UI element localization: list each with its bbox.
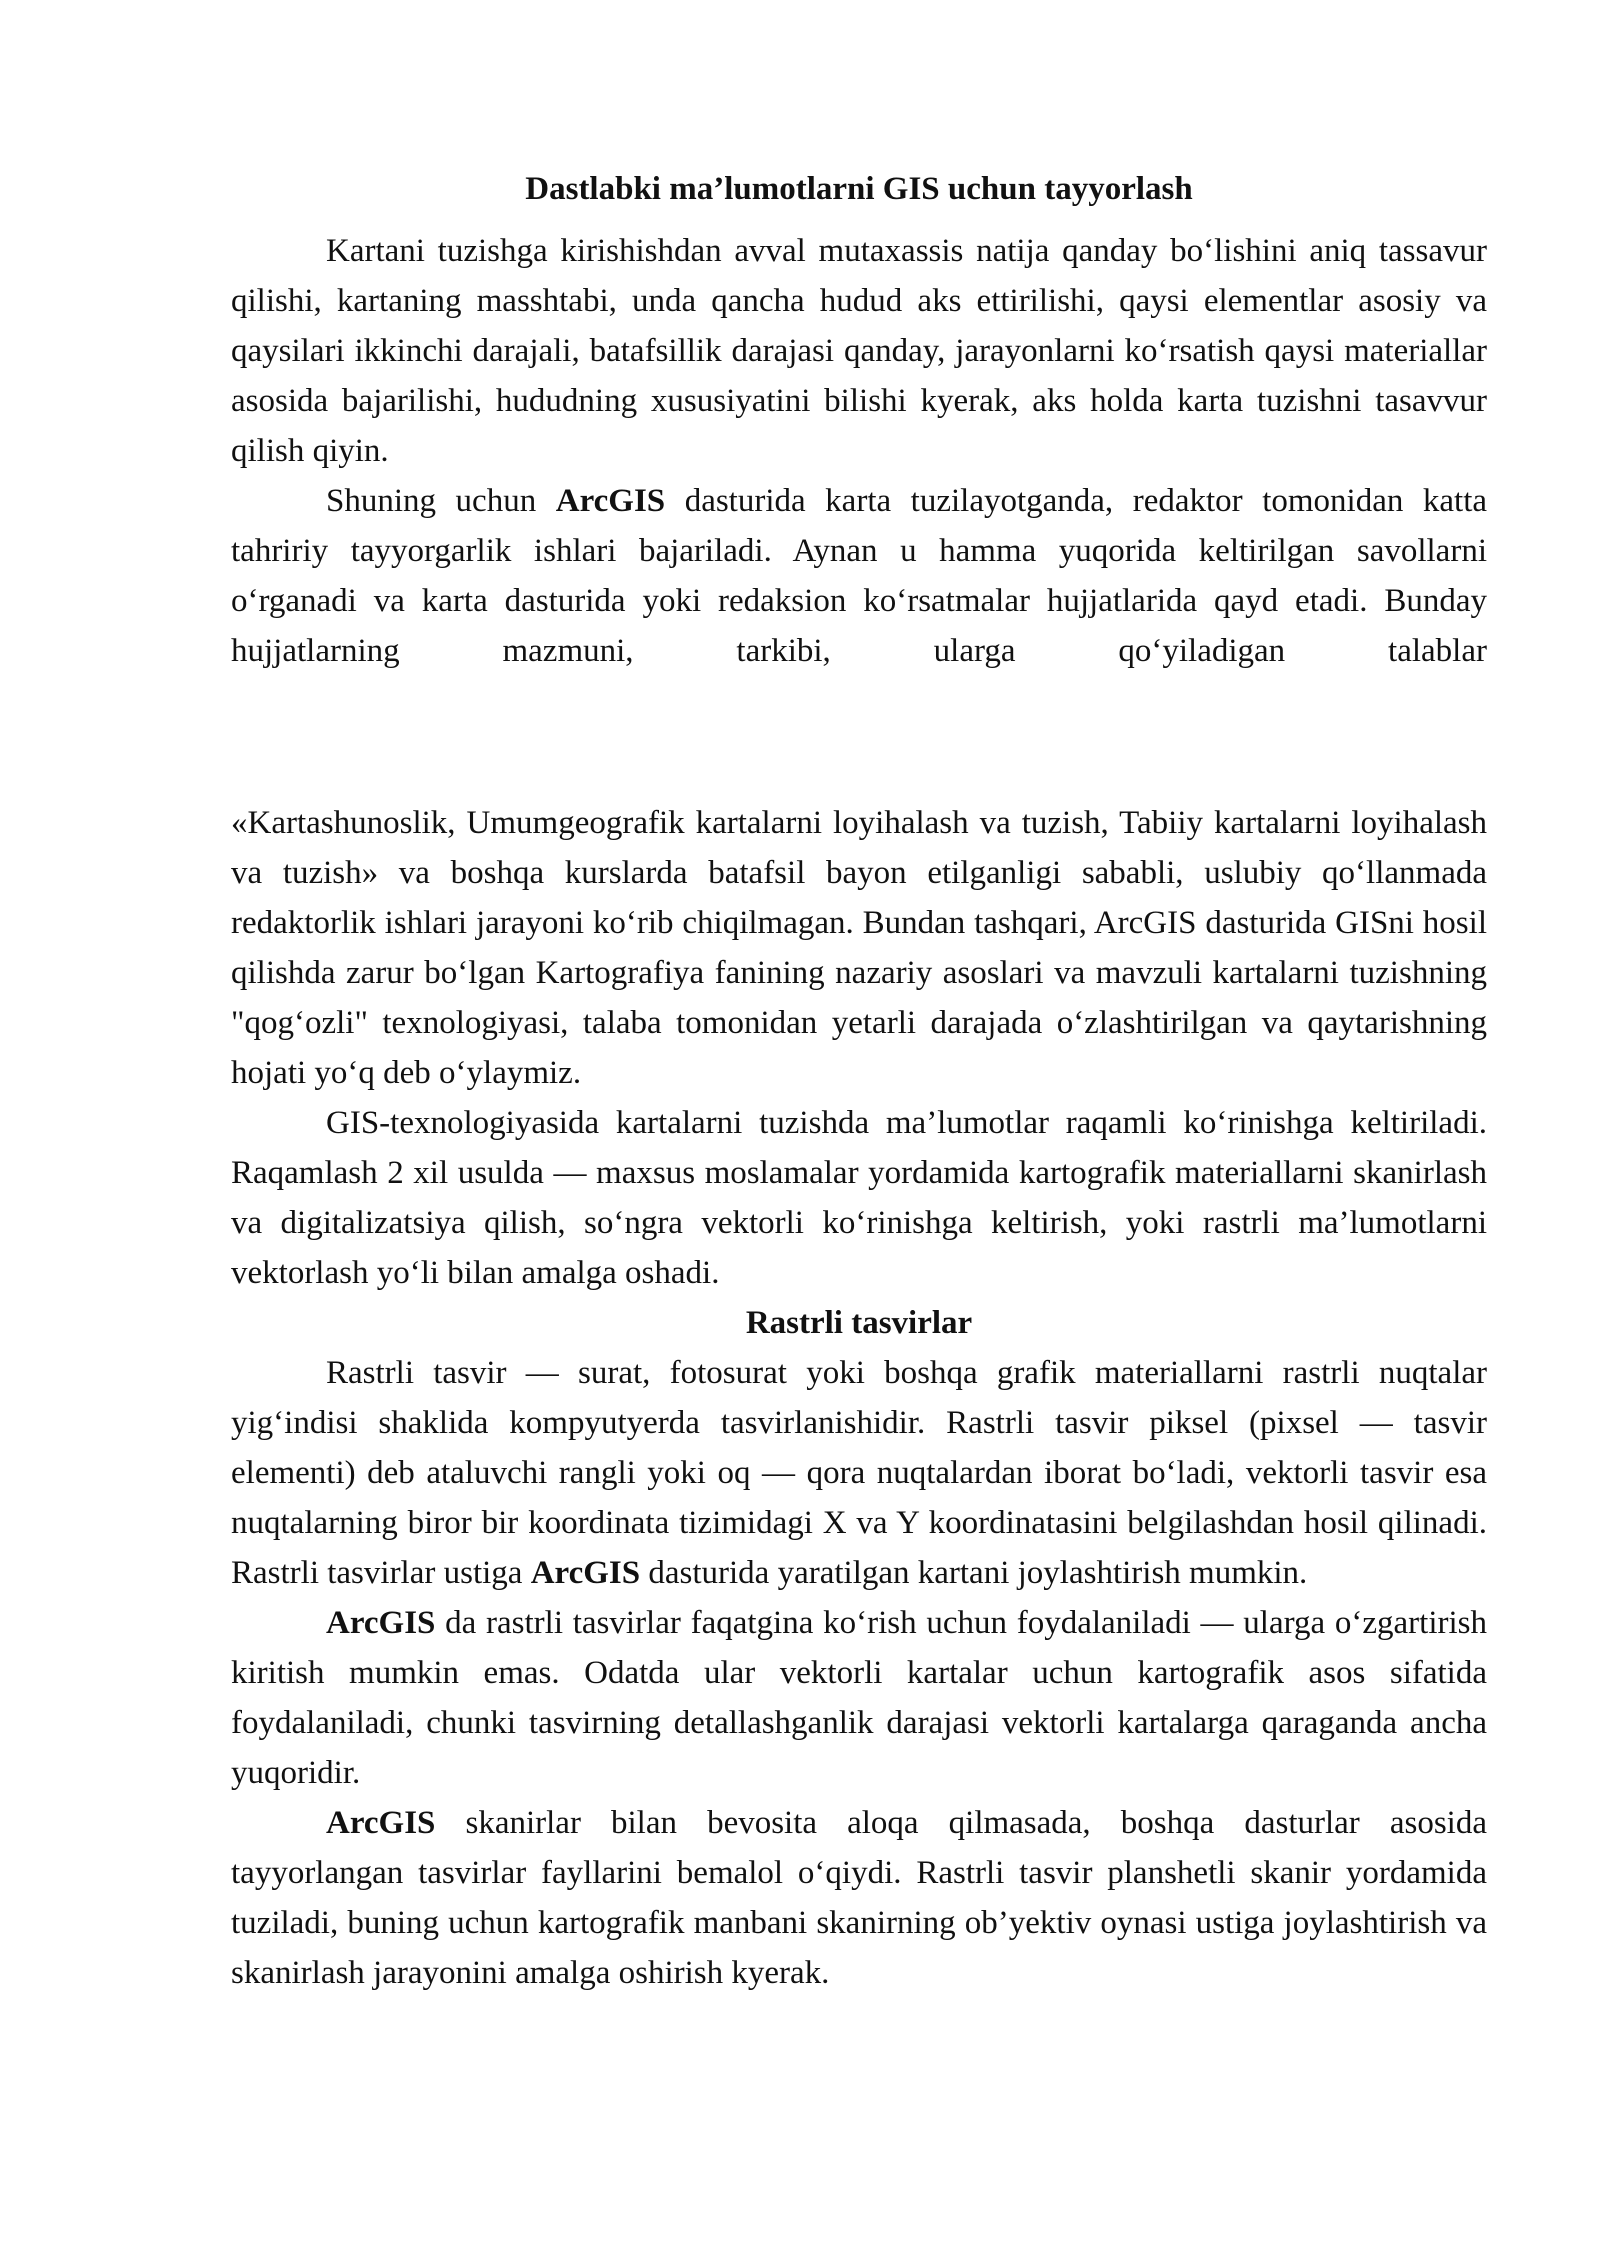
paragraph-6-text: da rastrli tasvirlar faqatgina ko‘rish uchun foydalaniladi — ularga o‘zgartirish kiritish mumkin emas. Odatda ular vektorli kartalar uchun kartografik asos sifatida foydalaniladi, chunki tasvirning detallashganlik darajasi vektorli kartalarga qaraganda ancha yuqoridir. bbox=[231, 1605, 1487, 1791]
paragraph-2 bbox=[231, 476, 1487, 726]
paragraph-5 bbox=[231, 1348, 1487, 1598]
arcgis-term: ArcGIS bbox=[326, 1605, 436, 1641]
page-break-gap bbox=[231, 726, 1487, 798]
paragraph-7 bbox=[231, 1798, 1487, 1998]
arcgis-term: ArcGIS bbox=[555, 483, 666, 519]
paragraph-6 bbox=[231, 1598, 1487, 1798]
paragraph-7-text: skanirlar bilan bevosita aloqa qilmasada, boshqa dasturlar asosida tayyorlangan tasvirlar fayllarini bemalol o‘qiydi. Rastrli tasvir planshetli skanir yordamida tuziladi, buning uchun kartografik manbani skanirning ob’yektiv oynasi ustiga joylashtirish va skanirlash jarayonini amalga oshirish kyerak. bbox=[231, 1805, 1487, 1991]
arcgis-term: ArcGIS bbox=[530, 1555, 641, 1591]
paragraph-5-text-end: dasturida yaratilgan kartani joylashtirish mumkin. bbox=[640, 1555, 1308, 1591]
paragraph-2-text-start: Shuning uchun bbox=[326, 483, 556, 519]
section-heading: Rastrli tasvirlar bbox=[745, 1305, 973, 1341]
document-title: Dastlabki ma’lumotlarni GIS uchun tayyorlash bbox=[525, 171, 1193, 207]
paragraph-4: GIS-texnologiyasida kartalarni tuzishda ma’lumotlar raqamli ko‘rinishga keltiriladi. Raqamlash 2 xil usulda — maxsus moslamalar yordamida kartografik materiallarni skanirlash va digitalizatsiya qilish, so‘ngra vektorli ko‘rinishga keltirish, yoki rastrli ma’lumotlarni vektorlash yo‘li bilan amalga oshadi. bbox=[231, 1105, 1487, 1291]
arcgis-term: ArcGIS bbox=[326, 1805, 436, 1841]
paragraph-1: Kartani tuzishga kirishishdan avval mutaxassis natija qanday bo‘lishini aniq tassavur qilishi, kartaning masshtabi, unda qancha hudud aks ettirilishi, qaysi elementlar asosiy va qaysilari ikkinchi darajali, batafsillik darajasi qanday, jarayonlarni ko‘rsatish qaysi materiallar asosida bajarilishi, hududning xususiyatini bilishi kyerak, aks holda karta tuzishni tasavvur qilish qiyin. bbox=[231, 233, 1487, 469]
paragraph-3: «Kartashunoslik, Umumgeografik kartalarni loyihalash va tuzish, Tabiiy kartalarni loyihalash va tuzish» va boshqa kurslarda batafsil bayon etilganligi sababli, uslubiy qo‘llanmada redaktorlik ishlari jarayoni ko‘rib chiqilmagan. Bundan tashqari, ArcGIS dasturida GISni hosil qilishda zarur bo‘lgan Kartografiya fanining nazariy asoslari va mavzuli kartalarni tuzishning "qog‘ozli" texnologiyasi, talaba tomonidan yetarli darajada o‘zlashtirilgan va qaytarishning hojati yo‘q deb o‘ylaymiz. bbox=[231, 805, 1487, 1091]
paragraph-2-text-end: dasturida karta tuzilayotganda, redaktor tomonidan katta tahririy tayyorgarlik ishlari bajariladi. Aynan u hamma yuqorida keltirilgan savollarni o‘rganadi va karta dasturida yoki redaksion ko‘rsatmalar hujjatlarida qayd etadi. Bunday hujjatlarning mazmuni, tarkibi, ularga qo‘yiladigan talablar bbox=[231, 483, 1488, 669]
document-body bbox=[231, 150, 1487, 1998]
paragraph-5-text-start: Rastrli tasvir — surat, fotosurat yoki boshqa grafik materiallarni rastrli nuqtalar yig‘indisi shaklida kompyutyerda tasvirlanishidir. Rastrli tasvir piksel (pixsel — tasvir elementi) deb ataluvchi rangli yoki oq — qora nuqtalardan iborat bo‘ladi, vektorli tasvir esa nuqtalarning biror bir koordinata tizimidagi X va Y koordinatasini belgilashdan hosil qilinadi. Rastrli tasvirlar ustiga bbox=[231, 1355, 1487, 1591]
